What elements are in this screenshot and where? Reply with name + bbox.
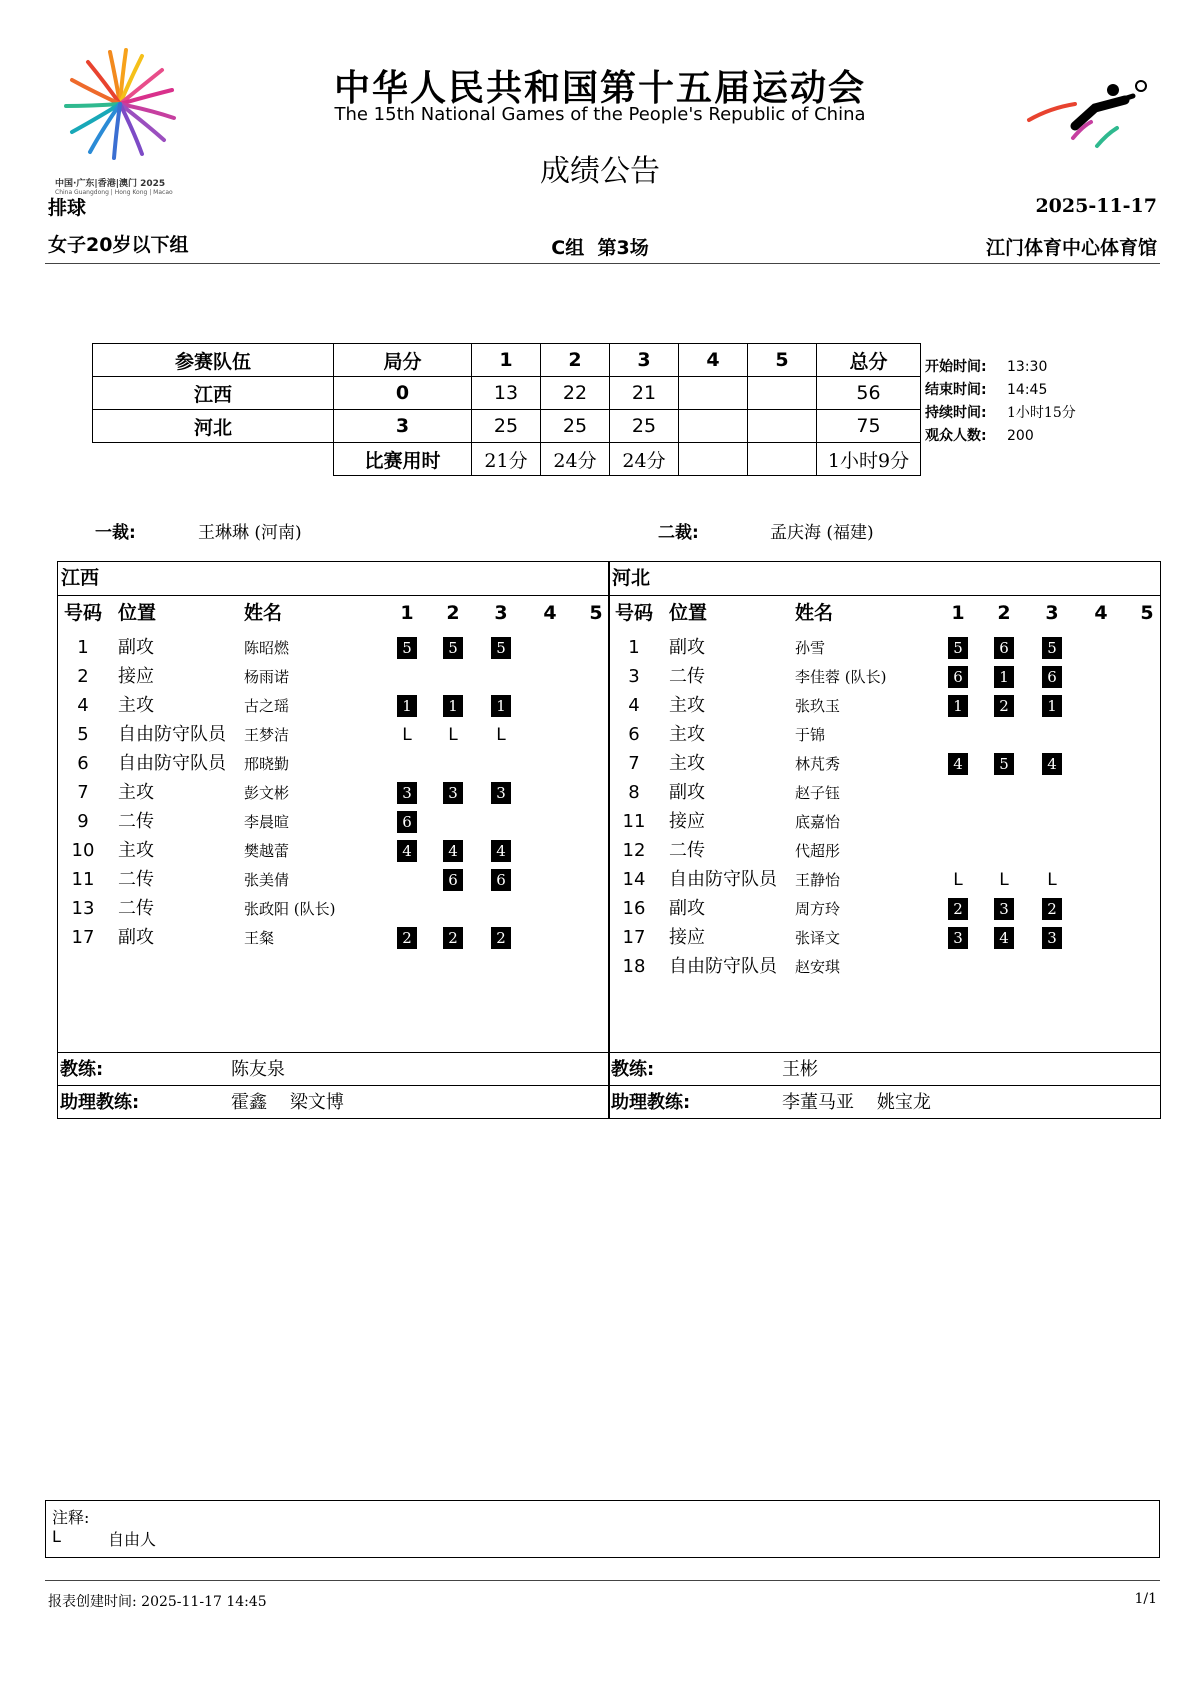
player-number: 11 — [71, 869, 95, 890]
set-lineup-cell — [396, 808, 418, 836]
header-set4: 4 — [679, 344, 748, 377]
player-row — [58, 779, 609, 807]
roster-header — [58, 596, 609, 630]
starting-position-marker: 2 — [443, 927, 463, 949]
starting-position-marker: 4 — [443, 840, 463, 862]
player-number: 7 — [77, 782, 89, 803]
set-duration — [748, 443, 817, 476]
assistant-coach-label: 助理教练: — [60, 1092, 140, 1113]
first-referee-label: 一裁: — [95, 523, 136, 543]
player-name: 林芃秀 — [795, 755, 841, 773]
report-date: 2025-11-17 — [1035, 195, 1157, 217]
starting-position-marker: 6 — [994, 637, 1014, 659]
player-number: 6 — [77, 753, 89, 774]
set-lineup-cell — [442, 837, 464, 865]
player-row — [609, 808, 1160, 836]
set-lineup-cell — [947, 924, 969, 952]
set-lineup-cell — [993, 634, 1015, 662]
starting-position-marker: 5 — [491, 637, 511, 659]
player-row — [58, 837, 609, 865]
set-lineup-cell — [993, 692, 1015, 720]
score-table — [92, 343, 921, 476]
set-lineup-cell — [490, 779, 512, 807]
team-name: 河北 — [609, 562, 1160, 596]
player-number: 1 — [628, 637, 640, 658]
player-position: 二传 — [118, 898, 154, 919]
set-lineup-cell — [396, 837, 418, 865]
assistant-coach-names: 霍鑫 梁文博 — [231, 1092, 344, 1113]
starting-position-marker: 6 — [491, 869, 511, 891]
set-lineup-cell — [1041, 924, 1063, 952]
assistant-coach-row — [609, 1085, 1160, 1119]
starting-position-marker: 2 — [994, 695, 1014, 717]
player-number: 10 — [71, 840, 95, 861]
set-score: 25 — [472, 410, 541, 443]
player-position: 二传 — [669, 840, 705, 861]
player-name: 孙雪 — [795, 639, 826, 657]
starting-position-marker: 1 — [994, 666, 1014, 688]
player-row — [609, 663, 1160, 691]
set-lineup-cell — [993, 866, 1015, 894]
set-duration: 21分 — [472, 443, 541, 476]
player-position: 主攻 — [118, 695, 154, 716]
set-score — [679, 410, 748, 443]
assistant-coach-names: 李董马亚 姚宝龙 — [782, 1092, 931, 1113]
notes-label: 注释: — [52, 1508, 90, 1527]
set-lineup-cell — [947, 663, 969, 691]
total-points: 56 — [817, 377, 921, 410]
page-number: 1/1 — [1134, 1591, 1157, 1607]
footer-divider — [45, 1580, 1160, 1581]
player-row — [609, 953, 1160, 981]
coach-row — [58, 1052, 609, 1086]
header-set-2: 2 — [997, 602, 1011, 624]
header-set3: 3 — [610, 344, 679, 377]
player-number: 5 — [77, 724, 89, 745]
total-points: 75 — [817, 410, 921, 443]
header-set-5: 5 — [589, 602, 603, 624]
starting-position-marker: 5 — [443, 637, 463, 659]
player-name: 李佳蓉 (队长) — [795, 668, 887, 686]
player-number: 12 — [622, 840, 646, 861]
set-lineup-cell — [947, 634, 969, 662]
starting-position-marker: 5 — [994, 753, 1014, 775]
player-number: 9 — [77, 811, 89, 832]
starting-position-marker: 3 — [1042, 927, 1062, 949]
player-position: 自由防守队员 — [118, 753, 226, 774]
team-roster-jiangxi — [57, 561, 610, 1119]
set-lineup-cell — [1041, 750, 1063, 778]
header-set2: 2 — [541, 344, 610, 377]
report-created: 报表创建时间: 2025-11-17 14:45 — [48, 1594, 267, 1610]
notes-key: L — [52, 1527, 61, 1546]
player-number: 1 — [77, 637, 89, 658]
set-lineup-cell — [442, 634, 464, 662]
team-name: 江西 — [93, 377, 334, 410]
header-total: 总分 — [817, 344, 921, 377]
header-set-5: 5 — [1140, 602, 1154, 624]
set-score: 22 — [541, 377, 610, 410]
set-lineup-cell — [947, 750, 969, 778]
set-lineup-cell — [993, 663, 1015, 691]
player-position: 主攻 — [669, 695, 705, 716]
player-name: 王静怡 — [795, 871, 841, 889]
starting-position-marker: 6 — [443, 869, 463, 891]
starting-position-marker: 5 — [1042, 637, 1062, 659]
set-lineup-cell — [993, 895, 1015, 923]
starting-position-marker: 1 — [491, 695, 511, 717]
coach-name: 王彬 — [782, 1059, 818, 1080]
player-position: 接应 — [118, 666, 154, 687]
team-roster-hebei — [608, 561, 1161, 1119]
set-duration: 24分 — [541, 443, 610, 476]
header-set1: 1 — [472, 344, 541, 377]
player-number: 13 — [71, 898, 95, 919]
player-row — [609, 924, 1160, 952]
player-number: 16 — [622, 898, 646, 919]
player-name: 于锦 — [795, 726, 826, 744]
player-number: 18 — [622, 956, 646, 977]
player-row — [609, 721, 1160, 749]
starting-position-marker: 4 — [1042, 753, 1062, 775]
player-position: 自由防守队员 — [669, 956, 777, 977]
set-lineup-cell — [490, 924, 512, 952]
duration-row — [93, 443, 921, 476]
starting-position-marker: 3 — [397, 782, 417, 804]
player-number: 7 — [628, 753, 640, 774]
player-row — [58, 808, 609, 836]
category: 女子20岁以下组 — [48, 234, 189, 256]
player-position: 主攻 — [669, 724, 705, 745]
total-duration: 1小时9分 — [817, 443, 921, 476]
set-lineup-cell — [1041, 663, 1063, 691]
player-position: 副攻 — [118, 927, 154, 948]
header-position: 位置 — [118, 602, 157, 624]
set-lineup-cell — [1041, 692, 1063, 720]
player-number: 2 — [77, 666, 89, 687]
assistant-coach-label: 助理教练: — [611, 1092, 691, 1113]
player-name: 张玖玉 — [795, 697, 841, 715]
set-score: 13 — [472, 377, 541, 410]
starting-position-marker: 6 — [1042, 666, 1062, 688]
set-lineup-cell — [993, 750, 1015, 778]
player-number: 3 — [628, 666, 640, 687]
notes-meaning: 自由人 — [108, 1530, 157, 1549]
set-lineup-cell — [1041, 634, 1063, 662]
player-position: 二传 — [118, 811, 154, 832]
logo-text-en: China Guangdong | Hong Kong | Macao — [55, 189, 173, 196]
player-position: 副攻 — [669, 637, 705, 658]
header-set-4: 4 — [543, 602, 557, 624]
set-lineup-cell — [396, 692, 418, 720]
sport-name: 排球 — [48, 197, 87, 219]
player-position: 自由防守队员 — [118, 724, 226, 745]
player-number: 4 — [628, 695, 640, 716]
player-name: 张译文 — [795, 929, 841, 947]
match-timing — [925, 356, 1076, 448]
libero-marker: L — [496, 725, 506, 745]
player-number: 11 — [622, 811, 646, 832]
starting-position-marker: 5 — [948, 637, 968, 659]
player-position: 二传 — [669, 666, 705, 687]
header-number: 号码 — [63, 602, 102, 624]
starting-position-marker: 2 — [948, 898, 968, 920]
starting-position-marker: 3 — [491, 782, 511, 804]
player-name: 杨雨诺 — [244, 668, 290, 686]
player-name: 李晨暄 — [244, 813, 290, 831]
player-row — [609, 634, 1160, 662]
team-name: 江西 — [58, 562, 609, 596]
header-sets: 局分 — [334, 344, 472, 377]
player-position: 主攻 — [669, 753, 705, 774]
player-name: 陈昭燃 — [244, 639, 290, 657]
set-lineup-cell — [1041, 895, 1063, 923]
player-position: 自由防守队员 — [669, 869, 777, 890]
header-set-2: 2 — [446, 602, 460, 624]
header-set-1: 1 — [400, 602, 414, 624]
set-lineup-cell — [947, 866, 969, 894]
coach-row — [609, 1052, 1160, 1086]
set-score: 21 — [610, 377, 679, 410]
player-row — [58, 692, 609, 720]
player-row — [609, 866, 1160, 894]
player-name: 张政阳 (队长) — [244, 900, 336, 918]
set-lineup-cell — [396, 779, 418, 807]
document-title: 成绩公告 — [540, 154, 660, 189]
player-position: 主攻 — [118, 840, 154, 861]
start-time: 开始时间: 13:30 — [925, 359, 1048, 375]
games-title-cn: 中华人民共和国第十五届运动会 — [333, 68, 866, 109]
player-row — [609, 895, 1160, 923]
player-position: 接应 — [669, 811, 705, 832]
player-row — [58, 895, 609, 923]
starting-position-marker: 4 — [994, 927, 1014, 949]
player-position: 副攻 — [669, 898, 705, 919]
player-row — [58, 721, 609, 749]
duration-label: 比赛用时 — [334, 443, 472, 476]
logo-text-cn: 中国·广东|香港|澳门 2025 — [55, 179, 166, 189]
venue: 江门体育中心体育馆 — [985, 237, 1157, 259]
second-referee-label: 二裁: — [658, 523, 699, 543]
header-name: 姓名 — [795, 602, 834, 624]
set-lineup-cell — [442, 721, 464, 749]
starting-position-marker: 6 — [397, 811, 417, 833]
player-number: 17 — [71, 927, 95, 948]
set-lineup-cell — [490, 721, 512, 749]
header-position: 位置 — [669, 602, 708, 624]
libero-marker: L — [953, 870, 963, 890]
team-name: 河北 — [93, 410, 334, 443]
coach-name: 陈友泉 — [231, 1059, 285, 1080]
score-header-row — [93, 344, 921, 377]
player-name: 赵安琪 — [795, 958, 841, 976]
set-lineup-cell — [490, 692, 512, 720]
player-row — [58, 750, 609, 778]
starting-position-marker: 2 — [397, 927, 417, 949]
player-row — [58, 866, 609, 894]
starting-position-marker: 5 — [397, 637, 417, 659]
starting-position-marker: 1 — [443, 695, 463, 717]
duration: 持续时间: 1小时15分 — [925, 405, 1076, 421]
header-set-4: 4 — [1094, 602, 1108, 624]
player-name: 赵子钰 — [795, 784, 841, 802]
player-position: 主攻 — [118, 782, 154, 803]
set-score: 25 — [610, 410, 679, 443]
header-set-3: 3 — [494, 602, 508, 624]
first-referee: 王琳琳 (河南) — [198, 523, 302, 543]
header-set-3: 3 — [1045, 602, 1059, 624]
starting-position-marker: 1 — [1042, 695, 1062, 717]
player-number: 14 — [622, 869, 646, 890]
set-lineup-cell — [396, 634, 418, 662]
player-position: 二传 — [118, 869, 154, 890]
set-lineup-cell — [1041, 866, 1063, 894]
starting-position-marker: 3 — [443, 782, 463, 804]
set-lineup-cell — [947, 895, 969, 923]
set-duration: 24分 — [610, 443, 679, 476]
player-name: 彭文彬 — [244, 784, 290, 802]
player-name: 张美倩 — [244, 871, 290, 889]
match-info: C组 第3场 — [551, 237, 649, 259]
libero-marker: L — [402, 725, 412, 745]
player-name: 周方玲 — [795, 900, 841, 918]
starting-position-marker: 2 — [491, 927, 511, 949]
player-row — [58, 924, 609, 952]
set-lineup-cell — [490, 634, 512, 662]
player-name: 邢晓勤 — [244, 755, 290, 773]
coach-label: 教练: — [611, 1059, 655, 1080]
starting-position-marker: 6 — [948, 666, 968, 688]
player-number: 17 — [622, 927, 646, 948]
starting-position-marker: 4 — [491, 840, 511, 862]
score-row — [93, 377, 921, 410]
starting-position-marker: 1 — [948, 695, 968, 717]
libero-marker: L — [999, 870, 1009, 890]
starting-position-marker: 2 — [1042, 898, 1062, 920]
player-name: 樊越蕾 — [244, 842, 290, 860]
roster-header — [609, 596, 1160, 630]
set-lineup-cell — [442, 866, 464, 894]
header-divider — [45, 263, 1160, 264]
player-number: 6 — [628, 724, 640, 745]
set-duration — [679, 443, 748, 476]
player-row — [609, 779, 1160, 807]
player-name: 古之瑶 — [244, 697, 290, 715]
player-name: 代超彤 — [795, 842, 841, 860]
assistant-coach-row — [58, 1085, 609, 1119]
libero-marker: L — [448, 725, 458, 745]
set-lineup-cell — [490, 866, 512, 894]
set-lineup-cell — [396, 924, 418, 952]
notes-box — [45, 1500, 1160, 1558]
sets-won: 3 — [334, 410, 472, 443]
header-number: 号码 — [614, 602, 653, 624]
libero-marker: L — [1047, 870, 1057, 890]
score-row — [93, 410, 921, 443]
end-time: 结束时间: 14:45 — [925, 382, 1048, 398]
player-row — [609, 692, 1160, 720]
starting-position-marker: 3 — [994, 898, 1014, 920]
header-team: 参赛队伍 — [93, 344, 334, 377]
player-row — [58, 634, 609, 662]
player-number: 8 — [628, 782, 640, 803]
sets-won: 0 — [334, 377, 472, 410]
attendance: 观众人数: 200 — [925, 428, 1034, 444]
set-score — [679, 377, 748, 410]
player-name: 王粲 — [244, 929, 275, 947]
player-position: 副攻 — [118, 637, 154, 658]
player-position: 副攻 — [669, 782, 705, 803]
starting-position-marker: 1 — [397, 695, 417, 717]
coach-label: 教练: — [60, 1059, 104, 1080]
set-score: 25 — [541, 410, 610, 443]
set-lineup-cell — [396, 721, 418, 749]
starting-position-marker: 4 — [397, 840, 417, 862]
player-number: 4 — [77, 695, 89, 716]
set-score — [748, 377, 817, 410]
player-row — [609, 750, 1160, 778]
header-name: 姓名 — [244, 602, 283, 624]
header-set5: 5 — [748, 344, 817, 377]
set-lineup-cell — [993, 924, 1015, 952]
player-name: 王梦洁 — [244, 726, 290, 744]
set-lineup-cell — [442, 779, 464, 807]
set-lineup-cell — [490, 837, 512, 865]
set-score — [748, 410, 817, 443]
starting-position-marker: 3 — [948, 927, 968, 949]
player-position: 接应 — [669, 927, 705, 948]
player-row — [58, 663, 609, 691]
header-set-1: 1 — [951, 602, 965, 624]
player-name: 底嘉怡 — [795, 813, 841, 831]
starting-position-marker: 4 — [948, 753, 968, 775]
games-title-en: The 15th National Games of the People's Republic of China — [334, 104, 866, 125]
set-lineup-cell — [442, 692, 464, 720]
set-lineup-cell — [442, 924, 464, 952]
second-referee: 孟庆海 (福建) — [770, 523, 874, 543]
player-row — [609, 837, 1160, 865]
set-lineup-cell — [947, 692, 969, 720]
